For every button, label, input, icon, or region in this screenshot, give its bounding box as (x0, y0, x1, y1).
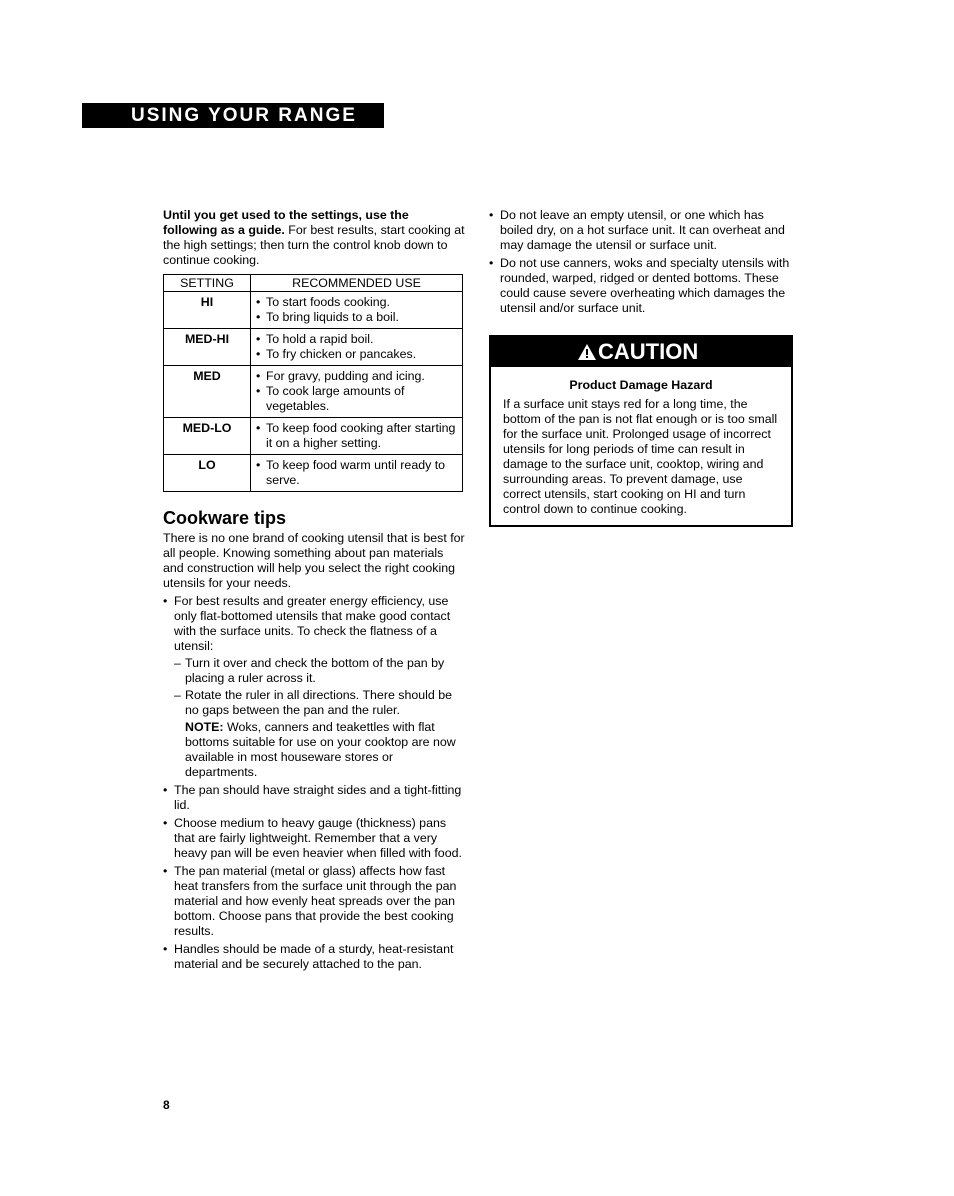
uses-hi (251, 292, 463, 329)
warning-list (489, 208, 791, 316)
use-item: • To bring liquids to a boil. (256, 310, 399, 324)
cookware-bullet-1: For best results and greater energy efficiency, use only flat-bottomed utensils that make good contact with the surface units. To check the flatness of a utensil: (174, 594, 451, 653)
warning-triangle-icon (577, 343, 597, 361)
table-row (164, 418, 463, 455)
list-item: – Turn it over and check the bottom of the pan by placing a ruler across it. (174, 656, 465, 686)
header-recommended-use: RECOMMENDED USE (251, 275, 463, 292)
uses-med (251, 366, 463, 418)
caution-box (489, 335, 793, 527)
cookware-list (163, 594, 465, 972)
uses-med-lo (251, 418, 463, 455)
list-item: – Rotate the ruler in all directions. There should be no gaps between the pan and the ruler. (174, 688, 465, 718)
list-item: • Handles should be made of a sturdy, heat-resistant material and be securely attached to the pan. (163, 942, 465, 972)
table-row (164, 366, 463, 418)
page-number: 8 (163, 1098, 170, 1112)
setting-med-lo: MED-LO (164, 418, 251, 455)
settings-table (163, 274, 463, 492)
cookware-heading: Cookware tips (163, 508, 287, 528)
table-row (164, 292, 463, 329)
intro-rest: For best results, start cooking at the high settings; then turn the control knob down to continue cooking. (163, 223, 465, 267)
uses-lo (251, 455, 463, 492)
list-item (163, 594, 465, 780)
intro-paragraph (163, 208, 465, 268)
uses-med-hi (251, 329, 463, 366)
caution-header (491, 337, 791, 367)
intro-bold: Until you get used to the settings, use the following as a guide. (163, 208, 409, 237)
use-item: • To start foods cooking. (256, 295, 390, 309)
header-setting: SETTING (164, 275, 251, 292)
flatness-steps (174, 656, 465, 718)
right-column (489, 208, 791, 527)
use-item: • To fry chicken or pancakes. (256, 347, 417, 361)
use-item: • To cook large amounts of vegetables. (256, 384, 405, 413)
setting-lo: LO (164, 455, 251, 492)
list-item: • Do not leave an empty utensil, or one which has boiled dry, on a hot surface unit. It can overheat and may damage the utensil or surface unit. (489, 208, 791, 253)
caution-heading: CAUTION (598, 339, 699, 364)
use-item: • To keep food warm until ready to serve. (256, 458, 446, 487)
note (185, 720, 465, 780)
left-column (163, 208, 465, 972)
cookware-intro: There is no one brand of cooking utensil that is best for all people. Knowing something about pan materials and construction will help you select the right cooking utensils for your needs. (163, 531, 465, 590)
list-item: • Choose medium to heavy gauge (thickness) pans that are fairly lightweight. Remember that a very heavy pan will be even heavier when filled with food. (163, 816, 465, 861)
table-header-row (164, 275, 463, 292)
table-row (164, 455, 463, 492)
setting-med: MED (164, 366, 251, 418)
list-item: • The pan material (metal or glass) affects how fast heat transfers from the surface unit through the pan material and how evenly heat spreads over the pan bottom. Choose pans that provide the best cooking results. (163, 864, 465, 939)
note-label: NOTE: (185, 720, 224, 734)
table-row (164, 329, 463, 366)
caution-body: If a surface unit stays red for a long time, the bottom of the pan is not flat enough or is too small for the surface unit. Prolonged usage of incorrect utensils for long periods of time can result in damage to the surface unit, cooktop, wiring and surrounding areas. To prevent damage, use correct utensils, start cooking on HI and turn control down to continue cooking. (503, 397, 778, 516)
use-item: • To keep food cooking after starting it on a higher setting. (256, 421, 456, 450)
note-text: Woks, canners and teakettles with flat bottoms suitable for use on your cooktop are now available in most houseware stores or departments. (185, 720, 456, 779)
use-item: • To hold a rapid boil. (256, 332, 374, 346)
list-item: • Do not use canners, woks and specialty utensils with rounded, warped, ridged or dented bottoms. These could cause severe overheating which damages the utensil and/or surface unit. (489, 256, 791, 316)
setting-hi: HI (164, 292, 251, 329)
use-item: • For gravy, pudding and icing. (256, 369, 425, 383)
caution-title: Product Damage Hazard (569, 378, 713, 392)
section-banner: USING YOUR RANGE (82, 103, 384, 128)
list-item: • The pan should have straight sides and a tight-fitting lid. (163, 783, 465, 813)
setting-med-hi: MED-HI (164, 329, 251, 366)
